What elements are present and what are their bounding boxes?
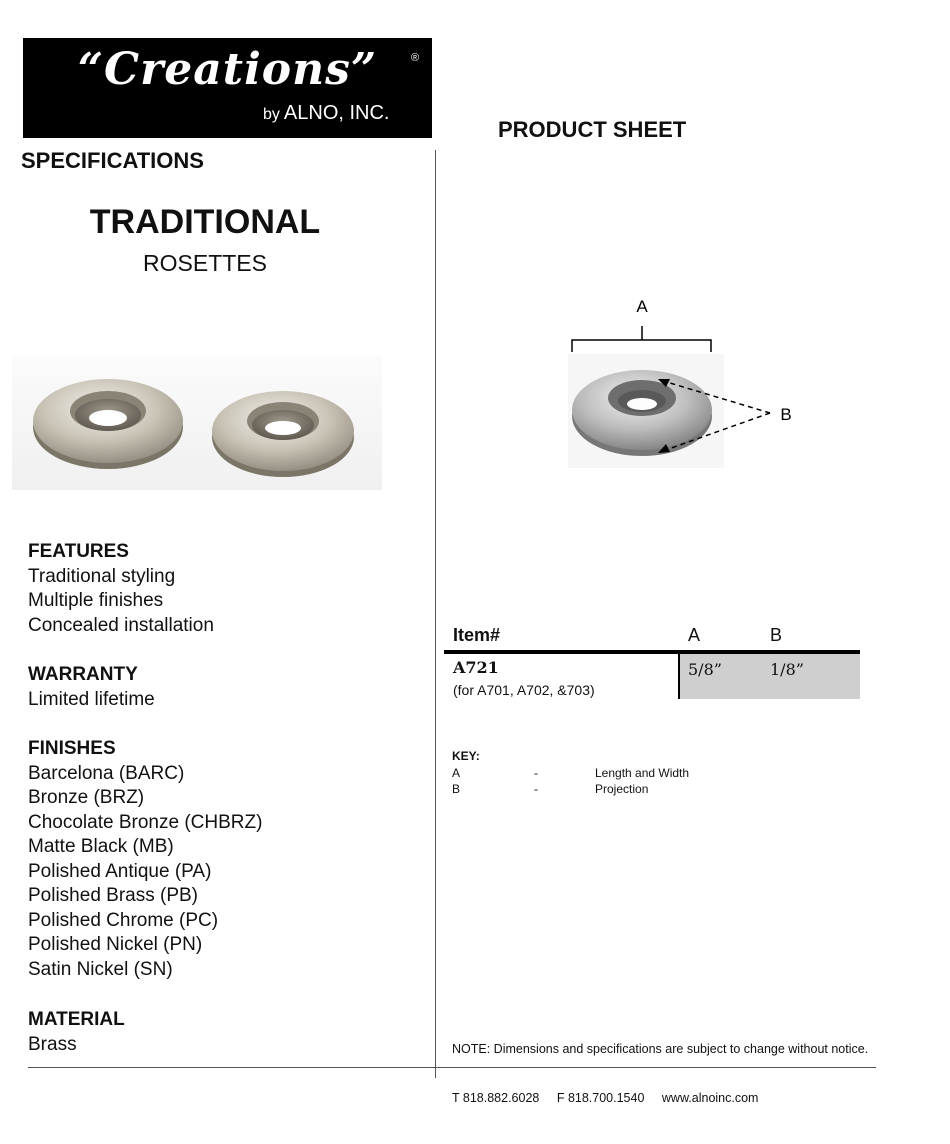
material-item: Brass xyxy=(28,1033,77,1055)
finish-item: Bronze (BRZ) xyxy=(28,787,145,808)
key-letter: A xyxy=(452,765,461,780)
column-divider xyxy=(435,150,436,1078)
finishes-section xyxy=(28,737,262,982)
column-header-a: A xyxy=(688,625,701,645)
brand-logo xyxy=(23,38,432,138)
specifications-heading: SPECIFICATIONS xyxy=(21,148,204,173)
key-description: Projection xyxy=(595,782,649,796)
registered-mark: ® xyxy=(411,52,420,64)
column-header-b: B xyxy=(770,625,783,645)
product-subtitle: ROSETTES xyxy=(143,250,267,276)
finish-item: Polished Antique (PA) xyxy=(28,860,212,882)
key-description: Length and Width xyxy=(595,765,690,780)
phone-number: T 818.882.6028 xyxy=(452,1091,540,1105)
dimension-diagram xyxy=(560,292,800,472)
item-code: A721 xyxy=(453,658,499,677)
dimension-a-value: 5/8” xyxy=(688,660,722,679)
features-section xyxy=(28,540,214,638)
dimension-label-a: A xyxy=(636,297,648,316)
finish-item: Satin Nickel (SN) xyxy=(28,958,173,980)
logo-company-name: ALNO, INC. xyxy=(283,102,390,124)
key-dash: - xyxy=(534,765,538,780)
warranty-heading: WARRANTY xyxy=(28,664,138,685)
column-header-item: Item# xyxy=(453,625,501,645)
dimension-table xyxy=(444,625,860,699)
key-dash: - xyxy=(534,782,538,796)
item-compatibility-note: (for A701, A702, &703) xyxy=(453,682,595,698)
finish-item: Chocolate Bronze (CHBRZ) xyxy=(28,811,263,833)
key-row xyxy=(452,765,752,782)
feature-item: Traditional styling xyxy=(28,565,176,587)
finish-item: Polished Chrome (PC) xyxy=(28,909,219,931)
fax-number: F 818.700.1540 xyxy=(556,1091,645,1105)
product-sheet-heading: PRODUCT SHEET xyxy=(498,117,687,142)
product-photo xyxy=(12,355,382,490)
table-row xyxy=(444,654,860,699)
features-heading: FEATURES xyxy=(28,541,129,562)
product-title: TRADITIONAL xyxy=(89,203,321,241)
warranty-section xyxy=(28,663,155,712)
finish-item: Polished Brass (PB) xyxy=(28,885,199,906)
warranty-item: Limited lifetime xyxy=(28,688,155,710)
website-link[interactable]: www.alnoinc.com xyxy=(661,1091,759,1105)
key-heading: KEY: xyxy=(452,749,480,763)
finishes-heading: FINISHES xyxy=(28,738,116,759)
key-letter: B xyxy=(452,782,461,796)
feature-item: Concealed installation xyxy=(28,614,214,636)
footer-divider xyxy=(28,1067,876,1068)
logo-wordmark: “Creations” xyxy=(77,44,378,95)
finish-item: Matte Black (MB) xyxy=(28,836,174,857)
dimension-label-b: B xyxy=(780,405,792,424)
logo-company xyxy=(263,102,389,125)
material-heading: MATERIAL xyxy=(28,1009,125,1030)
finish-item: Barcelona (BARC) xyxy=(28,762,185,784)
dimension-a-bracket-bar xyxy=(572,340,711,352)
key-row xyxy=(452,781,752,798)
feature-item: Multiple finishes xyxy=(28,590,164,611)
table-header xyxy=(444,625,860,650)
dimension-b-value: 1/8” xyxy=(770,660,804,679)
material-section xyxy=(28,1008,125,1057)
finish-item: Polished Nickel (PN) xyxy=(28,934,203,955)
dimension-key xyxy=(452,748,752,798)
logo-by: by xyxy=(263,106,280,123)
change-notice: NOTE: Dimensions and specifications are subject to change without notice. xyxy=(452,1042,869,1056)
contact-footer xyxy=(452,1091,772,1105)
